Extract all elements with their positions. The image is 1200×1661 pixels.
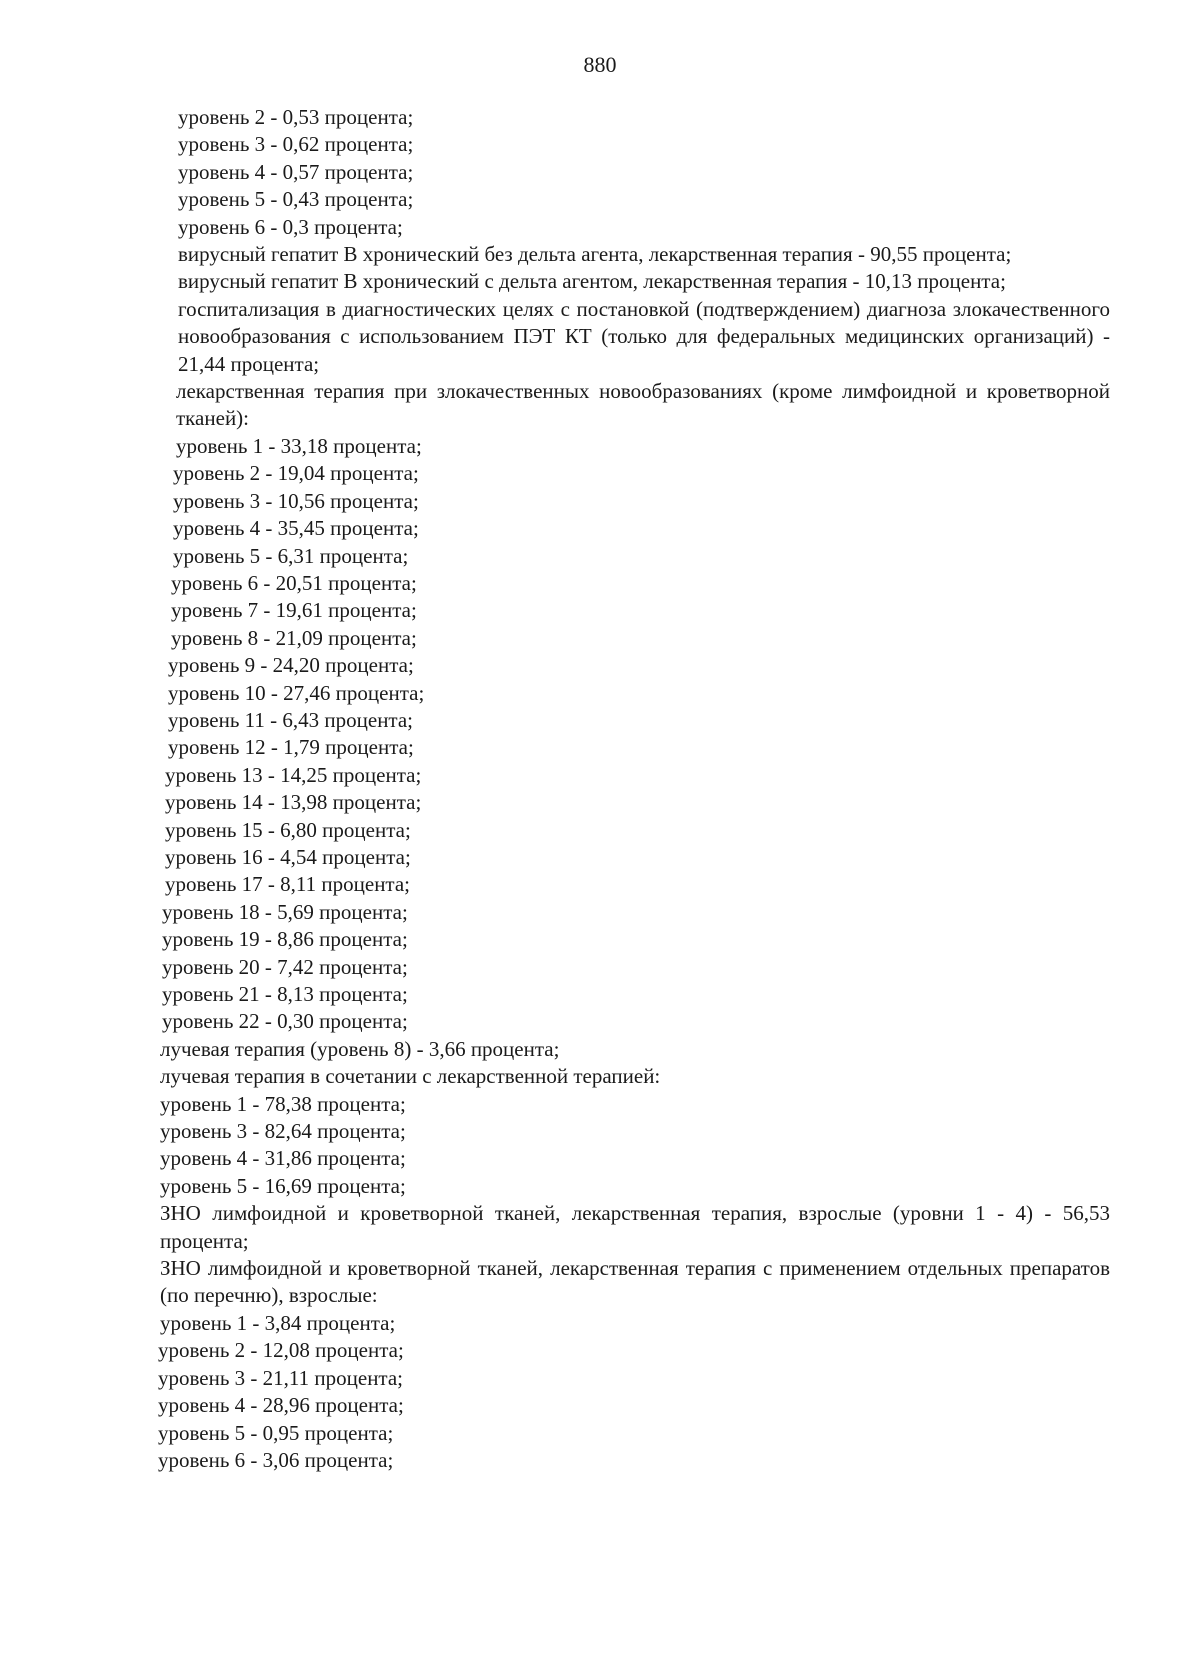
list-item: уровень 1 - 33,18 процента; [176,433,422,458]
paragraph: вирусный гепатит В хронический с дельта агентом, лекарственная терапия - 10,13 процента; [178,269,1006,294]
paragraph: вирусный гепатит В хронический без дельта агента, лекарственная терапия - 90,55 процента; [178,242,1012,267]
list-item: уровень 17 - 8,11 процента; [165,872,411,897]
list-item: уровень 22 - 0,30 процента; [162,1009,408,1034]
list-item: уровень 3 - 0,62 процента; [178,132,414,157]
list-item: уровень 4 - 35,45 процента; [173,516,419,541]
list-item: уровень 2 - 12,08 процента; [158,1338,404,1363]
document-body [158,104,1110,1474]
list-item: уровень 2 - 0,53 процента; [178,105,414,129]
list-item: уровень 20 - 7,42 процента; [162,954,408,979]
list-item: уровень 3 - 21,11 процента; [158,1365,404,1390]
page-number: 880 [583,52,617,77]
list-item: уровень 10 - 27,46 процента; [168,680,425,705]
list-item: уровень 14 - 13,98 процента; [165,790,422,815]
list-item: уровень 3 - 10,56 процента; [173,488,419,513]
list-item: уровень 19 - 8,86 процента; [162,927,408,952]
list-item: уровень 8 - 21,09 процента; [171,625,417,650]
list-item: уровень 4 - 28,96 процента; [158,1393,404,1418]
list-item: уровень 18 - 5,69 процента; [162,899,408,924]
list-item: уровень 4 - 0,57 процента; [178,159,414,184]
list-item: уровень 3 - 82,64 процента; [160,1119,406,1144]
list-item: уровень 5 - 6,31 процента; [173,543,409,568]
list-item: уровень 5 - 16,69 процента; [160,1173,406,1198]
list-item: уровень 5 - 0,95 процента; [158,1420,394,1445]
list-item: уровень 9 - 24,20 процента; [168,653,414,678]
list-item: уровень 6 - 3,06 процента; [158,1447,394,1472]
list-item: уровень 1 - 3,84 процента; [160,1310,396,1335]
list-item: уровень 6 - 20,51 процента; [171,570,417,595]
list-item: лучевая терапия (уровень 8) - 3,66 процента; [160,1036,560,1061]
list-item: уровень 2 - 19,04 процента; [173,461,419,486]
list-item: уровень 7 - 19,61 процента; [171,598,417,623]
list-item: уровень 16 - 4,54 процента; [165,844,411,869]
list-item: уровень 13 - 14,25 процента; [165,762,422,787]
list-item: уровень 11 - 6,43 процента; [168,707,414,732]
list-item: уровень 21 - 8,13 процента; [162,982,408,1006]
paragraph: лекарственная терапия при злокачественных новообразованиях (кроме лимфоидной и кроветворной тканей): [176,379,1110,431]
list-item: уровень 5 - 0,43 процента; [178,187,414,212]
list-item: уровень 6 - 0,3 процента; [178,214,403,239]
list-item: уровень 1 - 78,38 процента; [160,1091,406,1116]
paragraph: госпитализация в диагностических целях с постановкой (подтверждением) диагноза злокачественного новообразования с использованием ПЭТ КТ (только для федеральных медицинских организаций) - 21,44 процента; [178,296,1110,376]
paragraph: ЗНО лимфоидной и кроветворной тканей, лекарственная терапия, взрослые (уровни 1 - 4) - 56,53 процента; [160,1201,1110,1253]
list-item: уровень 4 - 31,86 процента; [160,1146,406,1171]
list-item: лучевая терапия в сочетании с лекарственной терапией: [160,1064,661,1089]
paragraph: ЗНО лимфоидной и кроветворной тканей, лекарственная терапия с применением отдельных препаратов (по перечню), взрослые: [160,1256,1110,1308]
list-item: уровень 12 - 1,79 процента; [168,735,414,760]
list-item: уровень 15 - 6,80 процента; [165,817,411,842]
